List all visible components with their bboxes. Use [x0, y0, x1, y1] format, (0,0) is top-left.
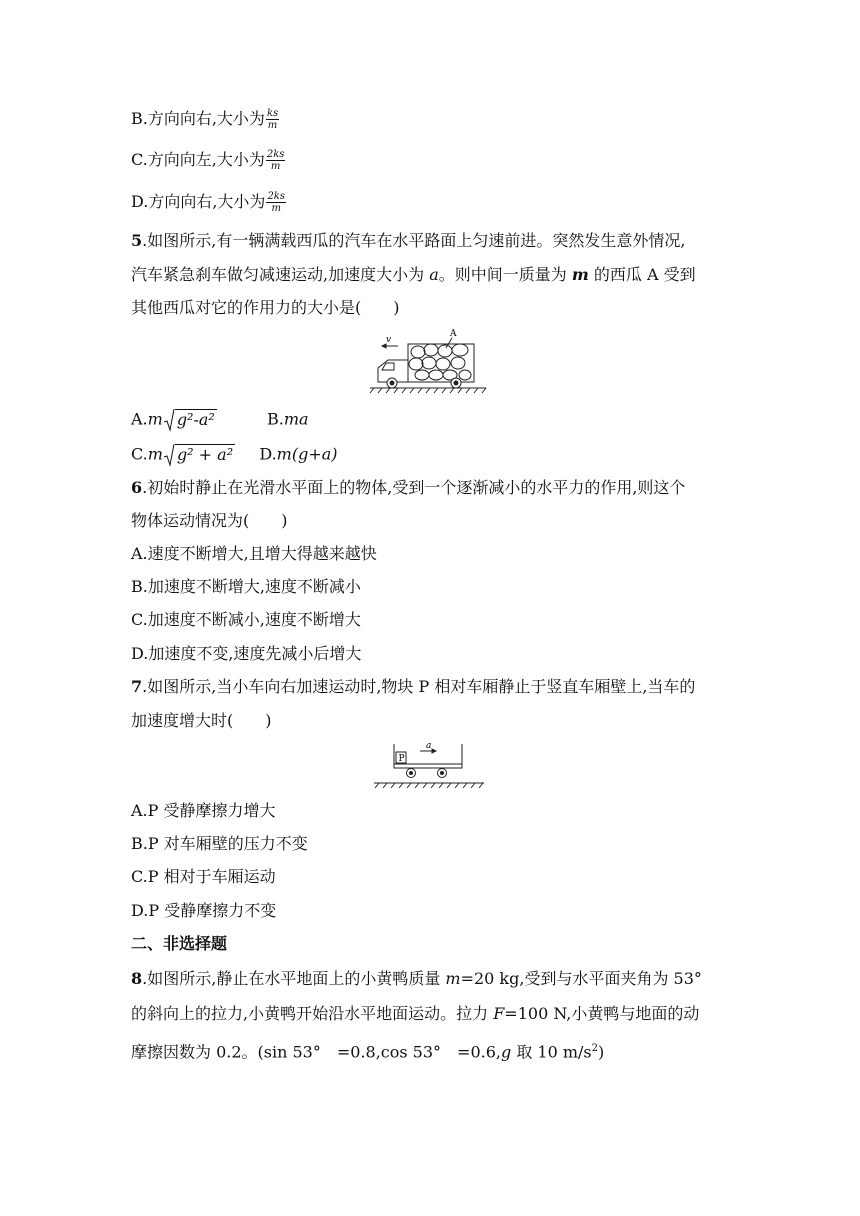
- question-number: 7: [131, 677, 143, 696]
- variable: F: [493, 1004, 505, 1023]
- section-title: 二、非选择题: [131, 934, 228, 953]
- option-label: D.: [259, 444, 277, 464]
- q7-line-1: [131, 676, 695, 698]
- watermelon-truck-figure: [368, 326, 488, 394]
- text: 汽车紧急刹车做匀减速运动,加速度大小为: [131, 265, 430, 284]
- q6-option-b: B.加速度不断增大,速度不断减小: [131, 577, 361, 596]
- question-text: .初始时静止在光滑水平面上的物体,受到一个逐渐减小的水平力的作用,则这个: [142, 478, 686, 497]
- text: =20 kg,受到与水平面夹角为 53°: [460, 969, 702, 988]
- option-value: m(g+a): [276, 444, 338, 464]
- superscript: 2: [591, 1043, 599, 1054]
- q7-option-d: D.P 受静摩擦力不变: [131, 901, 277, 920]
- fraction: [266, 149, 286, 172]
- option-label: B.: [267, 409, 284, 429]
- radical-sign: [163, 408, 175, 432]
- watermelon-a-label: A: [450, 329, 457, 339]
- option-label: A.: [131, 409, 148, 429]
- velocity-label: v: [386, 335, 392, 345]
- text: 取 10 m/s: [511, 1042, 592, 1062]
- fraction-numerator: 2ks: [267, 191, 285, 202]
- q6-line-2: [131, 510, 288, 532]
- question-text: 加速度增大时( ): [131, 711, 272, 730]
- question-number: 8: [131, 969, 143, 988]
- q8-line-1: [131, 968, 702, 990]
- question-number: 6: [131, 478, 143, 497]
- question-text: 物体运动情况为( ): [131, 511, 288, 530]
- fraction-denominator: m: [271, 203, 281, 214]
- q7-line-2: [131, 710, 272, 732]
- sqrt-expression: [163, 443, 235, 467]
- q4-option-d: [131, 191, 286, 214]
- text: 摩擦因数为 0.2。(sin 53° =0.8,cos 53° =0.6,: [131, 1042, 501, 1062]
- question-text: .如图所示,当小车向右加速运动时,物块 P 相对车厢静止于竖直车厢壁上,当车的: [142, 677, 696, 696]
- q8-line-3: [131, 1038, 604, 1063]
- q7-option-c: C.P 相对于车厢运动: [131, 867, 276, 886]
- fraction-denominator: m: [270, 161, 281, 172]
- text: 的西瓜 A 受到: [588, 265, 696, 284]
- fraction-numerator: ks: [266, 108, 279, 119]
- ground-hatching: [370, 388, 486, 393]
- q6-line-1: [131, 477, 685, 499]
- q4-option-c: [131, 149, 285, 172]
- fraction-numerator: 2ks: [266, 149, 285, 160]
- q6-option-a: A.速度不断增大,且增大得越来越快: [131, 544, 377, 563]
- variable: m: [571, 265, 589, 284]
- radicand: g² + a²: [176, 444, 234, 464]
- radical-sign: [163, 443, 175, 467]
- variable: m: [147, 444, 163, 464]
- q8-line-2: [131, 1003, 699, 1025]
- variable: m: [445, 969, 461, 988]
- q5-options-row-1: [131, 408, 309, 432]
- text: .如图所示,静止在水平地面上的小黄鸭质量: [142, 969, 446, 988]
- truck-bed: [408, 344, 474, 382]
- sqrt-expression: [163, 408, 217, 432]
- ground-hatching: [375, 783, 483, 788]
- variable: a: [429, 265, 439, 284]
- q4-option-b: [131, 108, 279, 131]
- q5-line-3: [131, 297, 400, 319]
- fraction: [266, 191, 286, 214]
- option-value: ma: [283, 409, 309, 429]
- q7-option-a: A.P 受静摩擦力增大: [131, 801, 276, 820]
- q6-option-c: C.加速度不断减小,速度不断增大: [131, 610, 361, 629]
- question-text: .如图所示,有一辆满载西瓜的汽车在水平路面上匀速前进。突然发生意外情况,: [142, 231, 686, 250]
- q7-option-b: B.P 对车厢壁的压力不变: [131, 834, 308, 853]
- variable: g: [500, 1042, 512, 1062]
- variable: m: [147, 409, 163, 429]
- q5-line-1: [131, 230, 685, 252]
- option-text: D.方向向右,大小为: [131, 192, 266, 211]
- radicand: g²-a²: [176, 409, 215, 429]
- block-p-label: P: [398, 754, 405, 764]
- text: 的斜向上的拉力,小黄鸭开始沿水平地面运动。拉力: [131, 1004, 494, 1023]
- q5-options-row-2: [131, 443, 338, 467]
- question-text: 其他西瓜对它的作用力的大小是( ): [131, 298, 400, 317]
- cart-figure: [374, 740, 486, 790]
- q6-option-d: D.加速度不变,速度先减小后增大: [131, 644, 362, 663]
- option-label: C.: [131, 444, 148, 464]
- fraction-denominator: m: [267, 120, 278, 131]
- acceleration-label: a: [426, 741, 432, 751]
- option-text: B.方向向右,大小为: [131, 109, 265, 128]
- text: =100 N,小黄鸭与地面的动: [504, 1004, 700, 1023]
- question-number: 5: [131, 231, 143, 250]
- text: ): [598, 1042, 605, 1062]
- text: 。则中间一质量为: [438, 265, 572, 284]
- fraction: [266, 108, 279, 131]
- q5-line-2: [131, 264, 696, 286]
- option-text: C.方向向左,大小为: [131, 150, 265, 169]
